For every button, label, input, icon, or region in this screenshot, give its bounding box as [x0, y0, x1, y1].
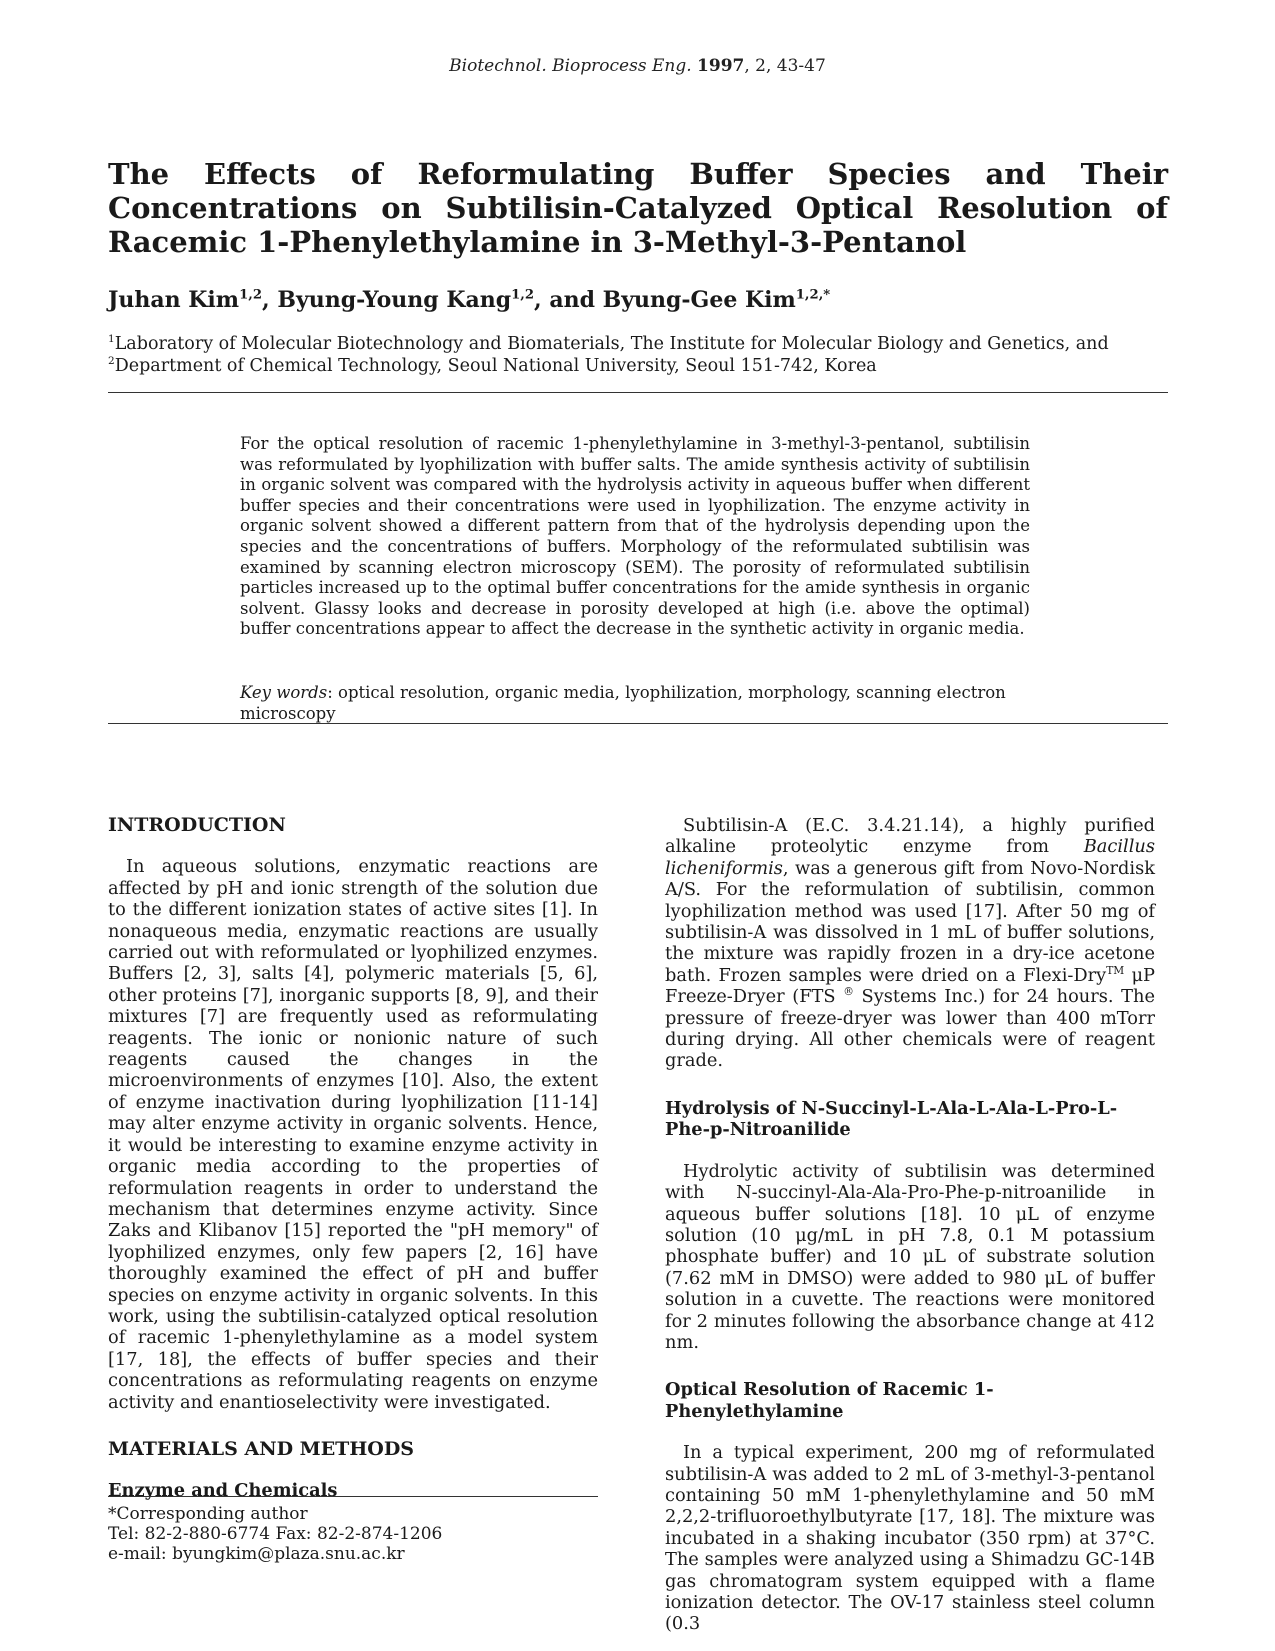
paragraph-text: μP Freeze-Dryer (FTS	[665, 964, 1155, 1008]
abstract	[240, 434, 1030, 640]
author-name: Byung-Young Kang	[277, 287, 512, 313]
optical-resolution-paragraph: In a typical experiment, 200 mg of reformulated subtilisin-A was added to 2 mL of 3-methyl-3-pentanol containing 50 mM 1-phenylethylamine and 50 mM 2,2,2-trifluoroethylbutyrate [17, 18]. The mixture was incubated in a shaking incubator (350 rpm) at 37°C. The samples were analyzed using a Shimadzu GC-14B gas chromatogram system equipped with a flame ionization detector. The OV-17 stainless steel column (0.3	[665, 1442, 1155, 1635]
affiliation-mark: 1	[108, 333, 115, 346]
keywords-text: : optical resolution, organic media, lyophilization, morphology, scanning electron microscopy	[240, 683, 1006, 723]
trademark-mark: TM	[1106, 963, 1125, 977]
registered-mark: ®	[843, 985, 854, 999]
affiliation-text: Department of Chemical Technology, Seoul National University, Seoul 151-742, Korea	[114, 356, 877, 376]
journal-name: Biotechnol. Bioprocess Eng.	[449, 56, 692, 76]
left-column	[108, 815, 598, 1502]
journal-year: 1997	[697, 56, 745, 76]
footnote	[108, 1504, 598, 1564]
section-heading-materials-methods: MATERIALS AND METHODS	[108, 1437, 415, 1460]
author-affiliation-mark: 1,2	[511, 287, 535, 303]
keywords-label: Key words	[240, 683, 328, 702]
paper-title: The Effects of Reformulating Buffer Species and Their Concentrations on Subtilisin-Catalyzed Optical Resolution of Racemic 1-Phenylethylamine in 3-Methyl-3-Pentanol	[108, 157, 1168, 259]
right-column	[665, 815, 1155, 1635]
journal-volume-pages: , 2, 43-47	[744, 56, 826, 76]
footnote-divider	[108, 1496, 598, 1497]
author-affiliation-mark: 1,2	[239, 287, 263, 303]
contact-phone-fax: Tel: 82-2-880-6774 Fax: 82-2-874-1206	[108, 1524, 443, 1544]
corresponding-author-note: *Corresponding author	[108, 1504, 308, 1524]
affiliation-text: Laboratory of Molecular Biotechnology and Biomaterials, The Institute for Molecular Biology and Genetics, and	[114, 334, 1109, 354]
author-name: Byung-Gee Kim	[602, 287, 796, 313]
affiliation-mark: 2	[108, 355, 115, 368]
author-list	[108, 287, 830, 313]
affiliations	[108, 333, 1168, 377]
author-separator: ,	[262, 287, 278, 313]
author-separator: , and	[534, 287, 603, 313]
subsection-heading-enzyme-chemicals: Enzyme and Chemicals	[108, 1480, 338, 1502]
author-name: Juhan Kim	[108, 287, 240, 313]
contact-email: e-mail: byungkim@plaza.snu.ac.kr	[108, 1544, 405, 1564]
affiliation-line	[108, 333, 1168, 355]
section-heading-introduction: INTRODUCTION	[108, 814, 286, 836]
hydrolysis-paragraph: Hydrolytic activity of subtilisin was determined with N-succinyl-Ala-Ala-Pro-Phe-p-nitroanilide in aqueous buffer solutions [18]. 10 μL of enzyme solution (10 μg/mL in pH 7.8, 0.1 M potassium phosphate buffer) and 10 μL of substrate solution (7.62 mM in DMSO) were added to 980 μL of buffer solution in a cuvette. The reactions were monitored for 2 minutes following the absorbance change at 412 nm.	[665, 1160, 1155, 1353]
journal-citation	[0, 56, 1275, 76]
divider-below-abstract	[108, 723, 1168, 724]
introduction-paragraph: In aqueous solutions, enzymatic reactions are affected by pH and ionic strength of the solution due to the different ionization states of active sites [1]. In nonaqueous media, enzymatic reactions are usually carried out with reformulated or lyophilized enzymes. Buffers [2, 3], salts [4], polymeric materials [5, 6], other proteins [7], inorganic supports [8, 9], and their mixtures [7] are frequently used as reformulating reagents. The ionic or nonionic nature of such reagents caused the changes in the microenvironments of enzymes [10]. Also, the extent of enzyme inactivation during lyophilization [11-14] may alter enzyme activity in organic solvents. Hence, it would be interesting to examine enzyme activity in organic media according to the properties of reformulation reagents in order to understand the mechanism that determines enzyme activity. Since Zaks and Klibanov [15] reported the "pH memory" of lyophilized enzymes, only few papers [2, 16] have thoroughly examined the effect of pH and buffer species on enzyme activity in organic solvents. In this work, using the subtilisin-catalyzed optical resolution of racemic 1-phenylethylamine as a model system [17, 18], the effects of buffer species and their concentrations as reformulating reagents on enzyme activity and enantioselectivity were investigated.	[108, 856, 598, 1413]
keywords	[240, 683, 1030, 724]
paragraph-text: , was a generous gift from Novo-Nordisk A/S. For the reformulation of subtilisin, common lyophilization method was used [17]. After 50 mg of subtilisin-A was dissolved in 1 mL of buffer solutions, the mixture was rapidly frozen in a dry-ice acetone bath. Frozen samples were dried on a Flexi-Dry	[665, 857, 1155, 986]
affiliation-line	[108, 355, 1168, 377]
species-name: Bacillus licheniformis	[665, 836, 1155, 879]
enzyme-chemicals-paragraph	[665, 815, 1155, 1072]
subsection-heading-hydrolysis: Hydrolysis of N-Succinyl-L-Ala-L-Ala-L-Pro-L-Phe-p-Nitroanilide	[665, 1097, 1118, 1141]
author-affiliation-mark: 1,2,*	[795, 287, 831, 303]
subsection-heading-optical-resolution: Optical Resolution of Racemic 1-Phenylethylamine	[665, 1379, 994, 1422]
abstract-text: For the optical resolution of racemic 1-phenylethylamine in 3-methyl-3-pentanol, subtilisin was reformulated by lyophilization with buffer salts. The amide synthesis activity of subtilisin in organic solvent was compared with the hydrolysis activity in aqueous buffer when different buffer species and their concentrations were used in lyophilization. The enzyme activity in organic solvent showed a different pattern from that of the hydrolysis depending upon the species and the concentrations of buffers. Morphology of the reformulated subtilisin was examined by scanning electron microscopy (SEM). The porosity of reformulated subtilisin particles increased up to the optimal buffer concentrations for the amide synthesis in organic solvent. Glassy looks and decrease in porosity developed at high (i.e. above the optimal) buffer concentrations appear to affect the decrease in the synthetic activity in organic media.	[240, 434, 1030, 639]
paragraph-text: Subtilisin-A (E.C. 3.4.21.14), a highly purified alkaline proteolytic enzyme from	[665, 815, 1155, 858]
divider-above-abstract	[108, 392, 1168, 393]
paragraph-text: Systems Inc.) for 24 hours. The pressure of freeze-dryer was lower than 400 mTorr during drying. All other chemicals were of reagent grade.	[665, 986, 1156, 1072]
